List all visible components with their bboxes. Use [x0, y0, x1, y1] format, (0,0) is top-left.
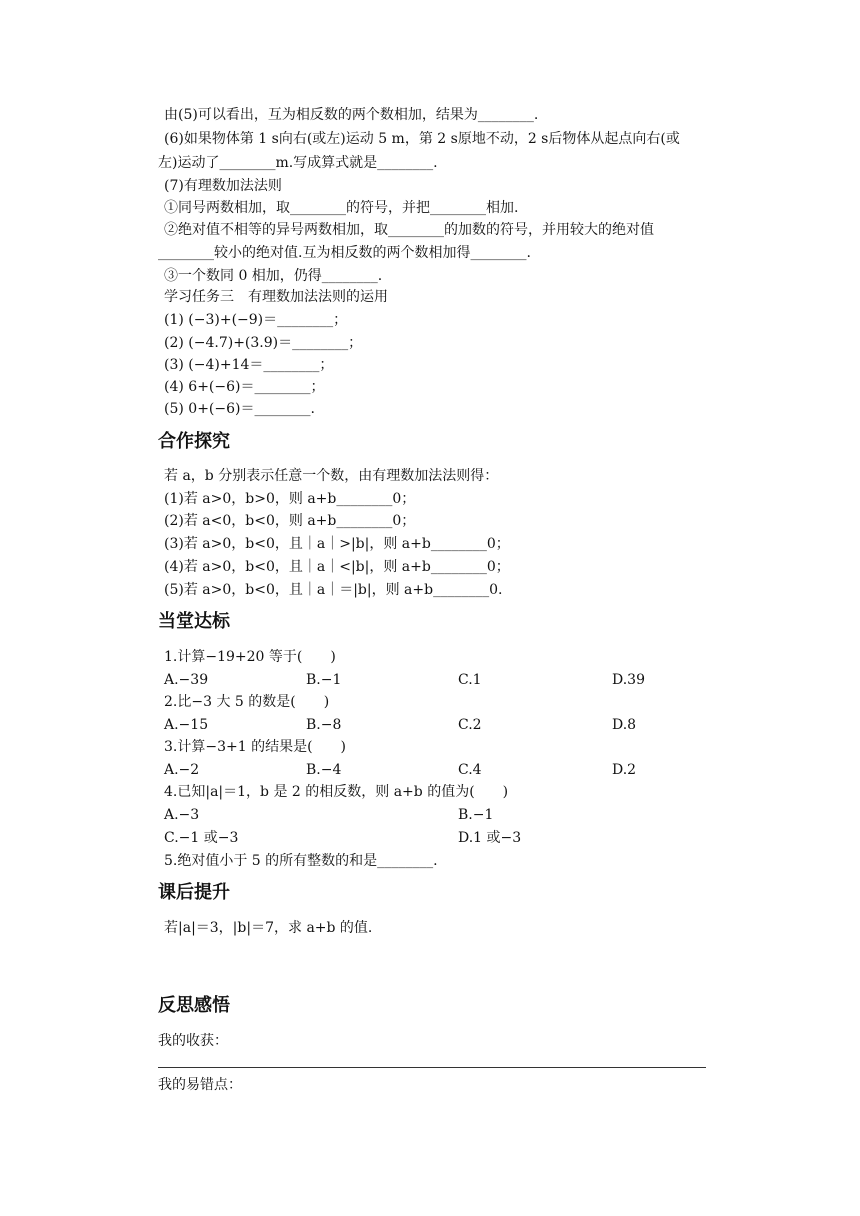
coop-item-3: (3)若 a>0，b<0，且｜a｜>|b|，则 a+b________0； [164, 536, 510, 552]
q4-option-a: A.−3 [164, 807, 200, 823]
question-3: 3.计算−3+1 的结果是( ) [164, 739, 347, 755]
q1-option-b: B.−1 [306, 672, 342, 688]
q2-option-d: D.8 [612, 717, 637, 733]
task3-item-3: (3) (−4)+14＝________； [164, 357, 334, 373]
coop-heading: 合作探究 [158, 431, 230, 452]
q1-option-a: A.−39 [164, 672, 209, 688]
q2-option-b: B.−8 [306, 717, 342, 733]
question-5: 5.绝对值小于 5 的所有整数的和是________. [164, 853, 438, 869]
q4-option-c: C.−1 或−3 [164, 830, 239, 846]
q3-option-c: C.4 [458, 762, 482, 778]
q1-option-c: C.1 [458, 672, 482, 688]
task3-item-2: (2) (−4.7)+(3.9)＝________； [164, 335, 363, 351]
q2-option-c: C.2 [458, 717, 482, 733]
question-1: 1.计算−19+20 等于( ) [164, 649, 336, 665]
q4-option-d: D.1 或−3 [458, 830, 522, 846]
intro-line-1: 由(5)可以看出，互为相反数的两个数相加，结果为________. [164, 107, 539, 123]
q4-option-b: B.−1 [458, 807, 494, 823]
intro-line-6: ②绝对值不相等的异号两数相加，取________的加数的符号，并用较大的绝对值 [164, 222, 654, 238]
intro-line-3: 左)运动了________m.写成算式就是________. [158, 155, 438, 171]
task3-title: 学习任务三 有理数加法法则的运用 [164, 289, 388, 305]
task3-item-4: (4) 6+(−6)＝________； [164, 379, 325, 395]
intro-line-8: ③一个数同 0 相加，仍得________. [164, 268, 383, 284]
class-heading: 当堂达标 [158, 611, 230, 632]
q2-option-a: A.−15 [164, 717, 209, 733]
reflect-mistake-label: 我的易错点： [158, 1077, 242, 1093]
intro-line-5: ①同号两数相加，取________的符号，并把________相加. [164, 200, 519, 216]
question-2: 2.比−3 大 5 的数是( ) [164, 694, 330, 710]
answer-line [158, 1067, 706, 1068]
reflect-gain-label: 我的收获： [158, 1033, 228, 1049]
question-4: 4.已知|a|＝1，b 是 2 的相反数，则 a+b 的值为( ) [164, 784, 509, 800]
intro-line-2: (6)如果物体第 1 s向右(或左)运动 5 m，第 2 s原地不动，2 s后物体从起点向右(或 [164, 131, 680, 147]
after-heading: 课后提升 [158, 882, 230, 903]
q3-option-a: A.−2 [164, 762, 200, 778]
intro-line-7: ________较小的绝对值.互为相反数的两个数相加得________. [158, 245, 531, 261]
q3-option-b: B.−4 [306, 762, 342, 778]
coop-item-5: (5)若 a>0，b<0，且｜a｜＝|b|，则 a+b________0. [164, 582, 503, 598]
coop-item-2: (2)若 a<0，b<0，则 a+b________0； [164, 513, 416, 529]
intro-line-4: (7)有理数加法法则 [164, 178, 282, 194]
coop-lead: 若 a，b 分别表示任意一个数，由有理数加法法则得： [164, 468, 499, 484]
task3-item-5: (5) 0+(−6)＝________. [164, 401, 315, 417]
reflect-heading: 反思感悟 [158, 995, 230, 1016]
coop-item-4: (4)若 a>0，b<0，且｜a｜<|b|，则 a+b________0； [164, 559, 510, 575]
q1-option-d: D.39 [612, 672, 645, 688]
task3-item-1: (1) (−3)+(−9)＝________； [164, 312, 348, 328]
q3-option-d: D.2 [612, 762, 637, 778]
after-text: 若|a|＝3，|b|＝7，求 a+b 的值. [164, 920, 373, 936]
coop-item-1: (1)若 a>0，b>0，则 a+b________0； [164, 491, 416, 507]
